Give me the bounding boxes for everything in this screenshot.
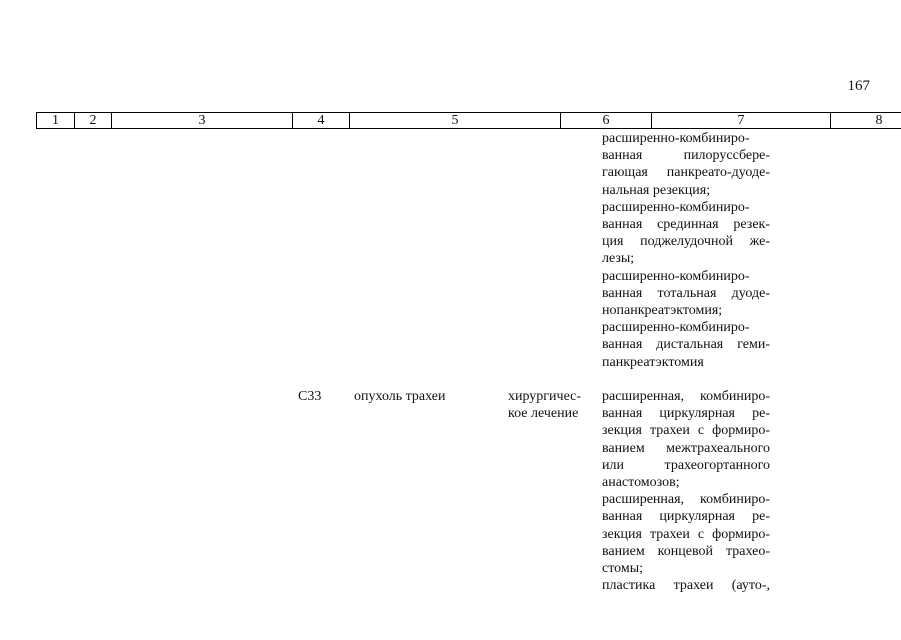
header-col-4: 4 [293, 113, 350, 129]
method-line: нальная резекция; [602, 182, 711, 198]
method-line: лезы; [602, 251, 635, 267]
header-col-8: 8 [831, 113, 901, 129]
method-line: ванная пилоруссбере- [602, 148, 770, 164]
method-line: ванная циркулярная ре- [602, 406, 770, 422]
method-line: нопанкреатэктомия; [602, 303, 723, 319]
icd-code: C33 [298, 389, 322, 404]
header-col-6: 6 [561, 113, 652, 129]
block2-methods [602, 388, 770, 594]
header-col-2: 2 [75, 113, 112, 129]
block1-methods [602, 130, 770, 371]
method-line: панкреатэктомия [602, 354, 704, 370]
method-line: ванная срединная резек- [602, 217, 770, 233]
page-number: 167 [847, 78, 870, 94]
method-line: расширенно-комбиниро- [602, 268, 750, 284]
method-line: расширенно-комбиниро- [602, 199, 750, 215]
method-line: расширенная, комбиниро- [602, 492, 770, 508]
method-line: зекция трахеи с формиро- [602, 423, 770, 439]
method-line: ванная тотальная дуоде- [602, 285, 770, 301]
diagnosis: опухоль трахеи [354, 389, 446, 404]
method-line: анастомозов; [602, 475, 680, 491]
method-line: пластика трахеи (ауто-, [602, 578, 770, 594]
header-col-5: 5 [350, 113, 561, 129]
method-line: расширенно-комбиниро- [602, 320, 750, 336]
method-line: ванием межтрахеального [602, 440, 770, 456]
treatment-line: кое лечение [508, 406, 579, 421]
method-line: ванная циркулярная ре- [602, 509, 770, 525]
method-line: стомы; [602, 561, 644, 577]
header-col-3: 3 [112, 113, 293, 129]
header-col-7: 7 [652, 113, 831, 129]
column-number-header [36, 112, 901, 129]
method-line: расширенно-комбиниро- [602, 131, 750, 146]
method-line: расширенная, комбиниро- [602, 389, 770, 404]
method-line: ция поджелудочной же- [602, 234, 770, 250]
method-line: ванием концевой трахео- [602, 543, 770, 559]
method-line: гающая панкреато-дуоде- [602, 165, 770, 181]
header-col-1: 1 [37, 113, 75, 129]
treatment-line: хирургичес- [508, 389, 582, 404]
method-line: зекция трахеи с формиро- [602, 526, 770, 542]
method-line: или трахеогортанного [602, 457, 770, 473]
treatment-type [508, 388, 590, 422]
method-line: ванная дистальная геми- [602, 337, 770, 353]
